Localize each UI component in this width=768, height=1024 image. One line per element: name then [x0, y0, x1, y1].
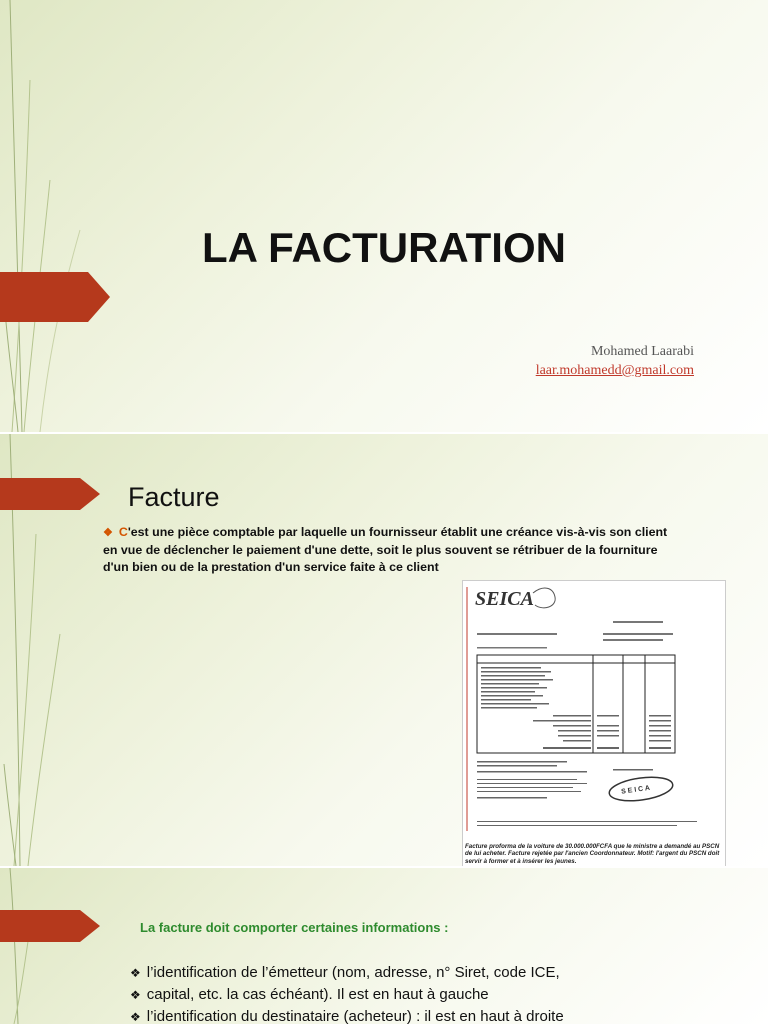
facture-slide: [0, 434, 768, 866]
list-item: ❖ capital, etc. la cas échéant). Il est en haut à gauche: [130, 986, 489, 1003]
slide-title: Facture: [128, 482, 220, 512]
leaf-decoration: [0, 0, 100, 432]
definition-paragraph: [103, 524, 683, 576]
invoice-scan-image: [462, 580, 726, 866]
red-arrow-shape: [0, 910, 100, 942]
section-heading: La facture doit comporter certaines informations :: [140, 920, 449, 935]
svg-text:S E I C A: S E I C A: [620, 784, 651, 796]
presentation-title: LA FACTURATION: [202, 224, 566, 271]
definition-text: 'est une pièce comptable par laquelle un fournisseur établit une créance vis-à-vis son client en vue de déclencher le paiement d'une dette, soit le plus souvent se rétribuer de la fourniture d'un bien ou de la prestation d'un service faite à ce client: [103, 525, 668, 574]
leaf-decoration: [0, 868, 100, 1024]
title-slide: [0, 0, 768, 432]
red-arrow-shape: [0, 478, 100, 510]
definition-first-letter: C: [118, 525, 128, 539]
invoice-document-drawing: [463, 581, 725, 866]
diamond-bullet-icon: ❖: [103, 527, 113, 539]
list-item: ❖ l’identification de l’émetteur (nom, adresse, n° Siret, code ICE,: [130, 964, 560, 981]
red-arrow-shape: [0, 272, 110, 322]
invoice-caption: Facture proforma de la voiture de 30.000.000FCFA que le ministre a demandé au PSCN de lui acheter. Facture rejetée par l'ancien Coordonnateur. Motif: l'argent du PSCN doit servir à former et à insérer les jeunes.: [465, 842, 720, 865]
information-slide: [0, 868, 768, 1024]
list-item: ❖ l’identification du destinataire (acheteur) : il est en haut à droite: [130, 1008, 564, 1024]
diamond-bullet-icon: ❖: [130, 1010, 141, 1024]
author-email-link[interactable]: laar.mohamedd@gmail.com: [535, 363, 694, 378]
information-list: [130, 962, 564, 1024]
invoice-logo: SEICA: [475, 588, 534, 610]
author-name: Mohamed Laarabi: [590, 344, 694, 359]
diamond-bullet-icon: ❖: [130, 988, 141, 1002]
diamond-bullet-icon: ❖: [130, 966, 141, 980]
